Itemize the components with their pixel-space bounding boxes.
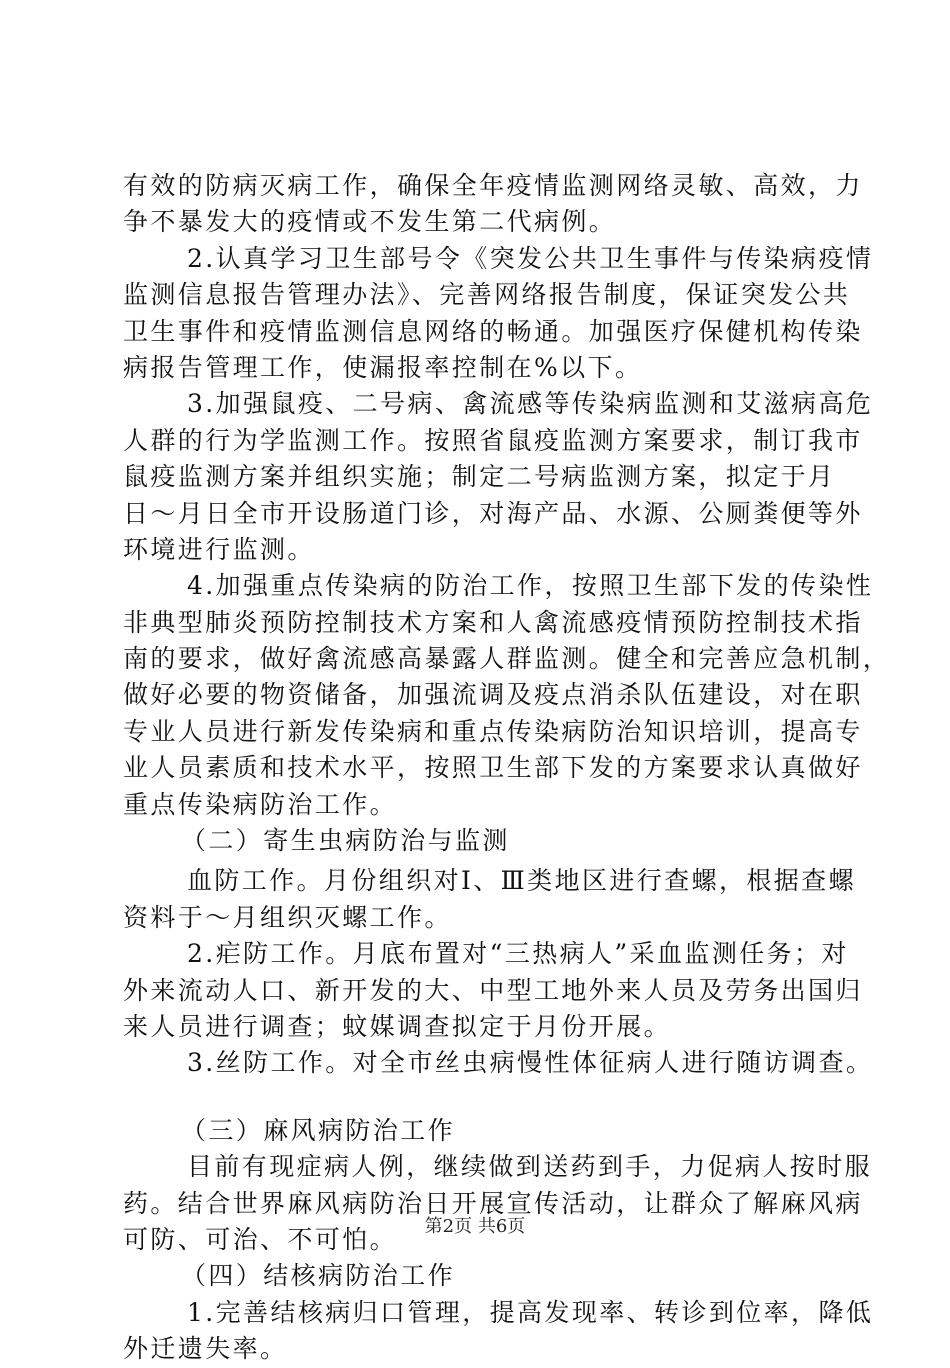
document-body xyxy=(123,168,891,1368)
text-line: 人群的行为学监测工作。按照省鼠疫监测方案要求，制订我市 xyxy=(123,425,863,455)
paragraph-schistosomiasis-start: 血防工作。月份组织对Ⅰ、Ⅲ类地区进行查螺，根据查螺 xyxy=(187,866,856,896)
list-item-2-start: 2.认真学习卫生部号令《突发公共卫生事件与传染病疫情 xyxy=(187,243,874,273)
text-line: 药。结合世界麻风病防治日开展宣传活动，让群众了解麻风病 xyxy=(123,1188,863,1218)
page-footer: 第2页 共6页 xyxy=(424,1216,526,1237)
text-line: 外来流动人口、新开发的大、中型工地外来人员及劳务出国归 xyxy=(123,975,863,1005)
text-line: 专业人员进行新发传染病和重点传染病防治知识培训，提高专 xyxy=(123,716,863,746)
text-line: 病报告管理工作，使漏报率控制在%以下。 xyxy=(123,352,643,382)
text-line: 监测信息报告管理办法》、完善网络报告制度，保证突发公共 xyxy=(123,280,851,310)
text-line: 争不暴发大的疫情或不发生第二代病例。 xyxy=(123,207,617,237)
text-line: 鼠疫监测方案并组织实施；制定二号病监测方案，拟定于月 xyxy=(123,462,836,492)
text-line: 环境进行监测。 xyxy=(123,534,315,564)
section-heading-parasitic: （二）寄生虫病防治与监测 xyxy=(181,826,510,856)
section-heading-tuberculosis: （四）结核病防治工作 xyxy=(181,1261,456,1291)
text-line: 外迁遗失率。 xyxy=(123,1334,288,1364)
text-line: 非典型肺炎预防控制技术方案和人禽流感疫情预防控制技术指 xyxy=(123,607,863,637)
list-item-3-start: 3.加强鼠疫、二号病、禽流感等传染病监测和艾滋病高危 xyxy=(187,389,874,419)
list-item-filariasis: 3.丝防工作。对全市丝虫病慢性体征病人进行随访调查。 xyxy=(187,1048,874,1078)
text-line: 南的要求，做好禽流感高暴露人群监测。健全和完善应急机制， xyxy=(123,644,891,674)
list-item-4-start: 4.加强重点传染病的防治工作，按照卫生部下发的传染性 xyxy=(187,571,874,601)
list-item-tb-1-start: 1.完善结核病归口管理，提高发现率、转诊到位率，降低 xyxy=(187,1297,874,1327)
text-line: 日～月日全市开设肠道门诊，对海产品、水源、公厕粪便等外 xyxy=(123,498,863,528)
text-line: 做好必要的物资储备，加强流调及疫点消杀队伍建设，对在职 xyxy=(123,680,863,710)
text-line: 资料于～月组织灭螺工作。 xyxy=(123,902,452,932)
text-line: 来人员进行调查；蚊媒调查拟定于月份开展。 xyxy=(123,1011,672,1041)
text-line: 可防、可治、不可怕。 xyxy=(123,1224,398,1254)
list-item-malaria-start: 2.疟防工作。月底布置对“三热病人”采血监测任务；对 xyxy=(187,939,849,969)
text-line: 有效的防病灭病工作，确保全年疫情监测网络灵敏、高效，力 xyxy=(123,171,863,200)
paragraph-leprosy-start: 目前有现症病人例，继续做到送药到手，力促病人按时服 xyxy=(187,1152,873,1182)
text-line: 重点传染病防治工作。 xyxy=(123,789,398,819)
text-line: 业人员素质和技术水平，按照卫生部下发的方案要求认真做好 xyxy=(123,753,863,783)
text-line: 卫生事件和疫情监测信息网络的畅通。加强医疗保健机构传染 xyxy=(123,316,863,346)
section-heading-leprosy: （三）麻风病防治工作 xyxy=(181,1115,456,1145)
